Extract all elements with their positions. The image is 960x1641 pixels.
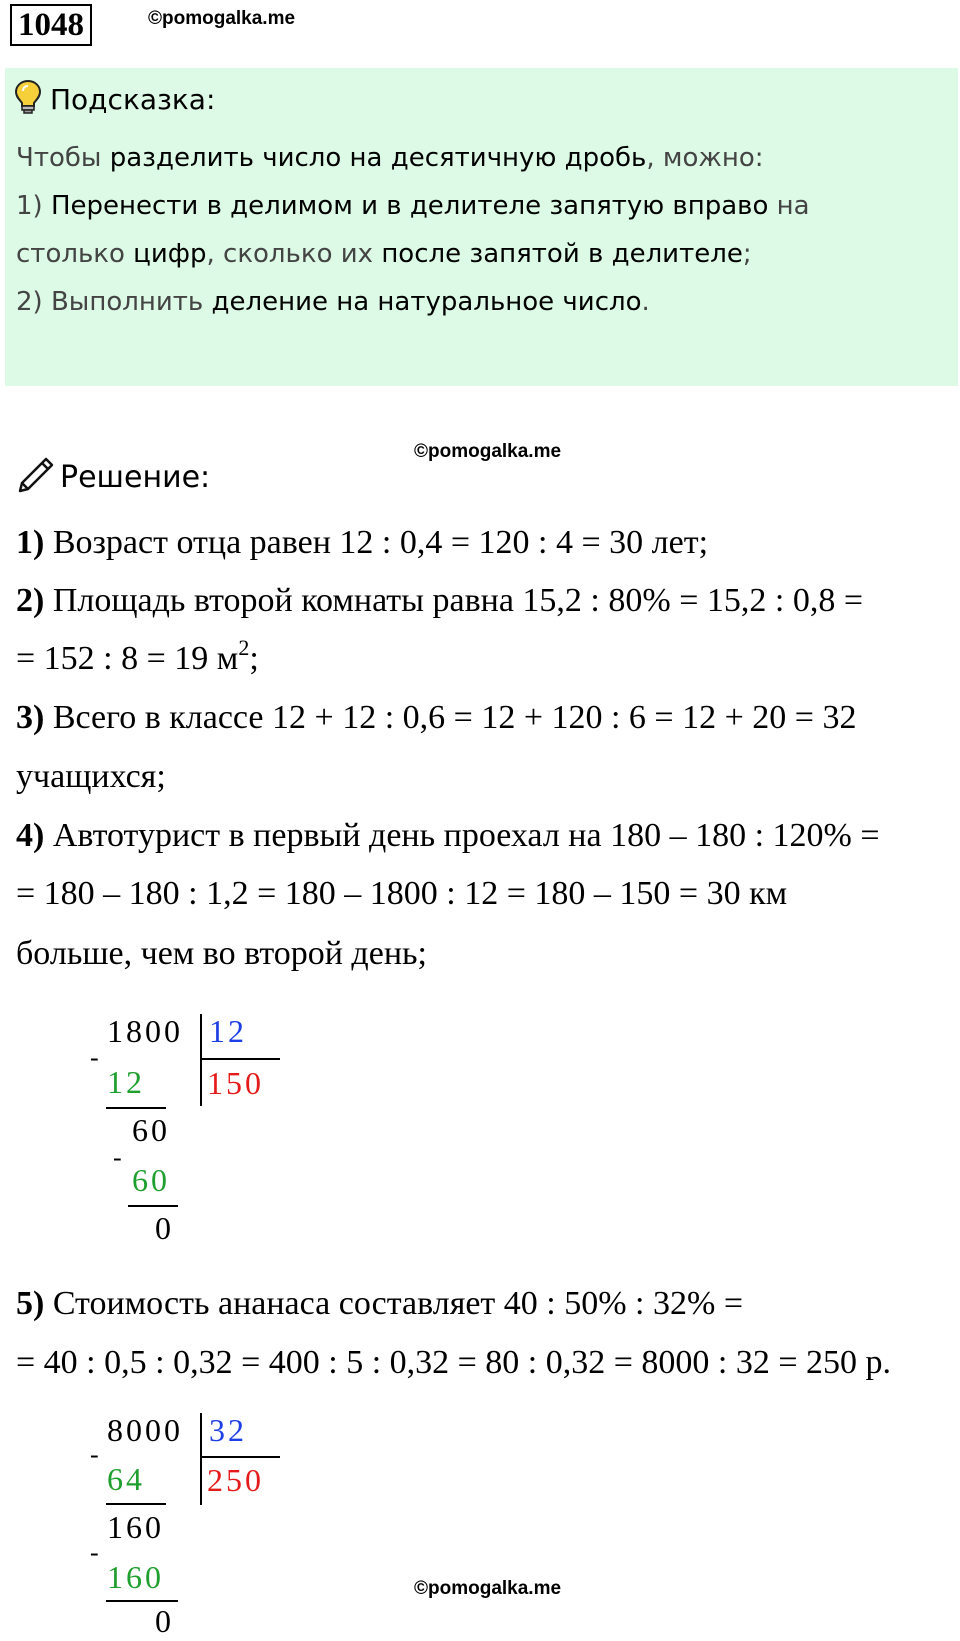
subtract-value: 60 — [132, 1162, 170, 1198]
solution-line-4: 4) Автотурист в первый день проехал на 180 – 180 : 120% = — [16, 817, 880, 854]
quotient: 250 — [207, 1462, 264, 1498]
hint-line-2: 1) Перенести в делимом и в делителе запятую вправо на — [16, 191, 810, 221]
final-remainder: 0 — [155, 1603, 174, 1639]
solution-title-text: Решение: — [60, 460, 211, 495]
minus-sign: - — [90, 1538, 99, 1567]
division-bar — [200, 1413, 202, 1505]
solution-line-4-cont2: больше, чем во второй день; — [16, 935, 427, 972]
subtract-value: 64 — [107, 1461, 145, 1497]
divisor: 32 — [209, 1412, 247, 1448]
dividend: 1800 — [107, 1013, 183, 1049]
remainder: 160 — [107, 1509, 164, 1545]
minus-sign: - — [90, 1043, 99, 1072]
hint-title — [14, 78, 215, 122]
minus-sign: - — [113, 1143, 122, 1172]
dividend: 8000 — [107, 1412, 183, 1448]
solution-line-3-cont: учащихся; — [16, 758, 166, 795]
hint-line-3: столько цифр, сколько их после запятой в делителе; — [16, 239, 752, 269]
subtract-line — [106, 1107, 166, 1109]
watermark-top: ©pomogalka.me — [148, 8, 296, 29]
hint-line-1: Чтобы разделить число на десятичную дробь, можно: — [16, 143, 764, 173]
solution-line-3: 3) Всего в классе 12 + 12 : 0,6 = 12 + 120 : 6 = 12 + 20 = 32 — [16, 699, 857, 736]
pencil-icon — [16, 455, 56, 495]
watermark-mid: ©pomogalka.me — [414, 441, 562, 462]
divisor: 12 — [209, 1013, 247, 1049]
solution-line-4-cont: = 180 – 180 : 1,2 = 180 – 1800 : 12 = 180 – 150 = 30 км — [16, 875, 788, 912]
solution-line-2: 2) Площадь второй комнаты равна 15,2 : 80% = 15,2 : 0,8 = — [16, 582, 864, 619]
lightbulb-icon — [14, 79, 42, 115]
subtract-line — [128, 1205, 178, 1207]
subtract-value: 160 — [107, 1559, 164, 1595]
solution-line-2-cont: = 152 : 8 = 19 $м^2$; — [16, 635, 259, 677]
quotient-line — [200, 1456, 280, 1458]
task-number: 1048 — [10, 4, 92, 46]
solution-line-1: 1) Возраст отца равен 12 : 0,4 = 120 : 4 = 30 лет; — [16, 524, 709, 561]
minus-sign: - — [90, 1440, 99, 1469]
quotient-line — [200, 1058, 280, 1060]
remainder: 60 — [132, 1112, 170, 1148]
hint-title-text: Подсказка: — [50, 83, 216, 116]
subtract-line — [106, 1503, 166, 1505]
solution-line-5: 5) Стоимость ананаса составляет 40 : 50% : 32% = — [16, 1285, 744, 1322]
solution-line-5-cont: = 40 : 0,5 : 0,32 = 400 : 5 : 0,32 = 80 : 0,32 = 8000 : 32 = 250 р. — [16, 1344, 892, 1381]
solution-title — [16, 455, 210, 500]
quotient: 150 — [207, 1065, 264, 1101]
watermark-bottom: ©pomogalka.me — [414, 1578, 562, 1599]
final-remainder: 0 — [155, 1210, 174, 1246]
hint-line-4: 2) Выполнить деление на натуральное число. — [16, 287, 650, 317]
subtract-value: 12 — [107, 1064, 145, 1100]
division-bar — [200, 1014, 202, 1106]
